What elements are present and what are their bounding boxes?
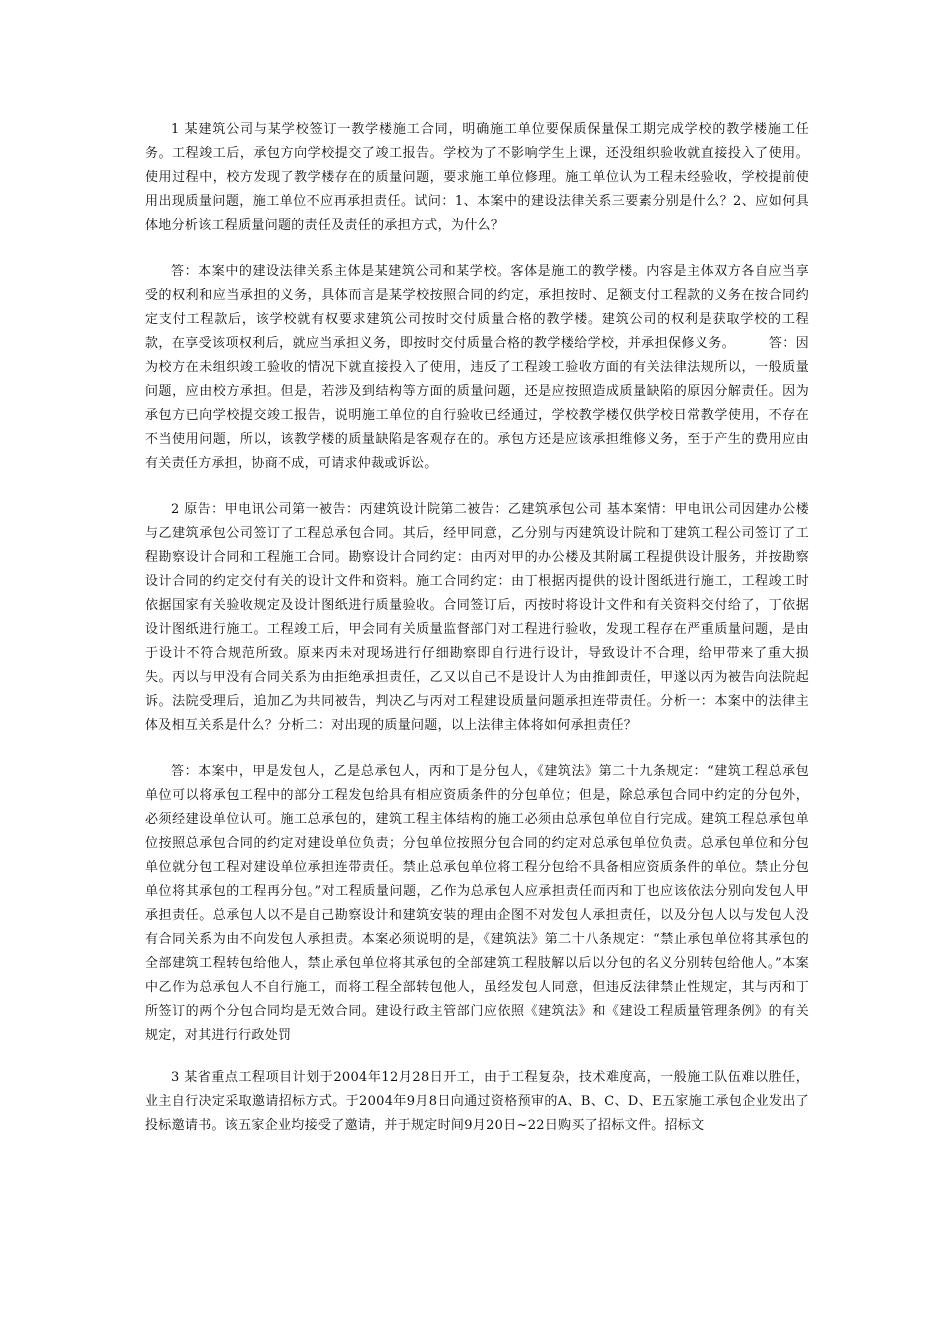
case-1-question: 1 某建筑公司与某学校签订一教学楼施工合同，明确施工单位要保质保量保工期完成学校的教学楼施工任务。工程竣工后，承包方向学校提交了竣工报告。学校为了不影响学生上课，还没组织验收就直接投入了使用。使用过程中，校方发现了教学楼存在的质量问题，要求施工单位修理。施工单位认为工程未经验收，学校提前使用出现质量问题，施工单位不应再承担责任。试问：1、本案中的建设法律关系三要素分别是什么？2、应如何具体地分析该工程质量问题的责任及责任的承担方式，为什么？: [145, 122, 809, 233]
paragraph-gap: [145, 1048, 809, 1066]
paragraph-gap: [145, 238, 809, 260]
case-2-question: 2 原告：甲电讯公司第一被告：丙建筑设计院第二被告：乙建筑承包公司 基本案情：甲电讯公司因建办公楼与乙建筑承包公司签订了工程总承包合同。其后，经甲同意，乙分别与丙建筑设计院和丁建筑工程公司签订了工程勘察设计合同和工程施工合同。勘察设计合同约定：由丙对甲的办公楼及其附属工程提供设计服务，并按勘察设计合同的约定交付有关的设计文件和资料。施工合同约定：由丁根据丙提供的设计图纸进行施工，工程竣工时依据国家有关验收规定及设计图纸进行质量验收。合同签订后，丙按时将设计文件和有关资料交付给了，丁依据设计图纸进行施工。工程竣工后，甲会同有关质量监督部门对工程进行验收，发现工程存在严重质量问题，是由于设计不符合规范所致。原来丙未对现场进行仔细勘察即自行进行设计，导致设计不合理，给甲带来了重大损失。丙以与甲没有合同关系为由拒绝承担责任，乙又以自己不是设计人为由推卸责任，甲遂以丙为被告向法院起诉。法院受理后，追加乙为共同被告，判决乙与丙对工程建设质量问题承担连带责任。分析一：本案中的法律主体及相互关系是什么？分析二：对出现的质量问题，以上法律主体将如何承担责任？: [145, 502, 809, 733]
document-page: [145, 118, 809, 1138]
case-1-answer: 答：本案中的建设法律关系主体是某建筑公司和某学校。客体是施工的教学楼。内容是主体双方各自应当享受的权利和应当承担的义务，具体而言是某学校按照合同的约定，承担按时、足额支付工程款的义务在按合同约定支付工程款后，该学校就有权要求建筑公司按时交付质量合格的教学楼。建筑公司的权利是获取学校的工程款，在享受该项权利后，就应当承担义务，即按时交付质量合格的教学楼给学校，并承担保修义务。 答：因为校方在未组织竣工验收的情况下就直接投入了使用，违反了工程竣工验收方面的有关法律法规所以，一般质量问题，应由校方承担。但是，若涉及到结构等方面的质量问题，还是应按照造成质量缺陷的原因分解责任。因为承包方已向学校提交竣工报告，说明施工单位的自行验收已经通过，学校教学楼仅供学校日常教学使用，不存在不当使用问题，所以，该教学楼的质量缺陷是客观存在的。承包方还是应该承担维修义务，至于产生的费用应由有关责任方承担，协商不成，可请求仲裁或诉讼。: [145, 264, 809, 471]
case-2-answer: 答：本案中，甲是发包人，乙是总承包人，丙和丁是分包人，《建筑法》第二十九条规定：“建筑工程总承包单位可以将承包工程中的部分工程发包给具有相应资质条件的分包单位；但是，除总承包合同中约定的分包外，必须经建设单位认可。施工总承包的，建筑工程主体结构的施工必须由总承包单位自行完成。建筑工程总承包单位按照总承包合同的约定对建设单位负责；分包单位按照分包合同的约定对总承包单位负责。总承包单位和分包单位就分包工程对建设单位承担连带责任。禁止总承包单位将工程分包给不具备相应资质条件的单位。禁止分包单位将其承包的工程再分包。”对工程质量问题，乙作为总承包人应承担责任而丙和丁也应该依法分别向发包人甲承担责任。总承包人以不是自己勘察设计和建筑安装的理由企图不对发包人承担责任，以及分包人以与发包人没有合同关系为由不向发包人承担责。本案必须说明的是，《建筑法》第二十八条规定：“禁止承包单位将其承包的全部建筑工程转包给他人，禁止承包单位将其承包的全部建筑工程肢解以后以分包的名义分别转包给他人。”本案中乙作为总承包人不自行施工，而将工程全部转包他人，虽经发包人同意，但违反法律禁止性规定，其与丙和丁所签订的两个分包合同均是无效合同。建设行政主管部门应依照《建筑法》和《建设工程质量管理条例》的有关规定，对其进行行政处罚: [145, 764, 809, 1043]
case-3-question: 3 某省重点工程项目计划于2004年12月28日开工，由于工程复杂，技术难度高，一般施工队伍难以胜任，业主自行决定采取邀请招标方式。于2004年9月8日向通过资格预审的A、B、C、D、E五家施工承包企业发出了投标邀请书。该五家企业均接受了邀请，并于规定时间9月20日~22日购买了招标文件。招标文: [145, 1070, 809, 1133]
paragraph-gap: [145, 476, 809, 498]
paragraph-gap: [145, 738, 809, 760]
